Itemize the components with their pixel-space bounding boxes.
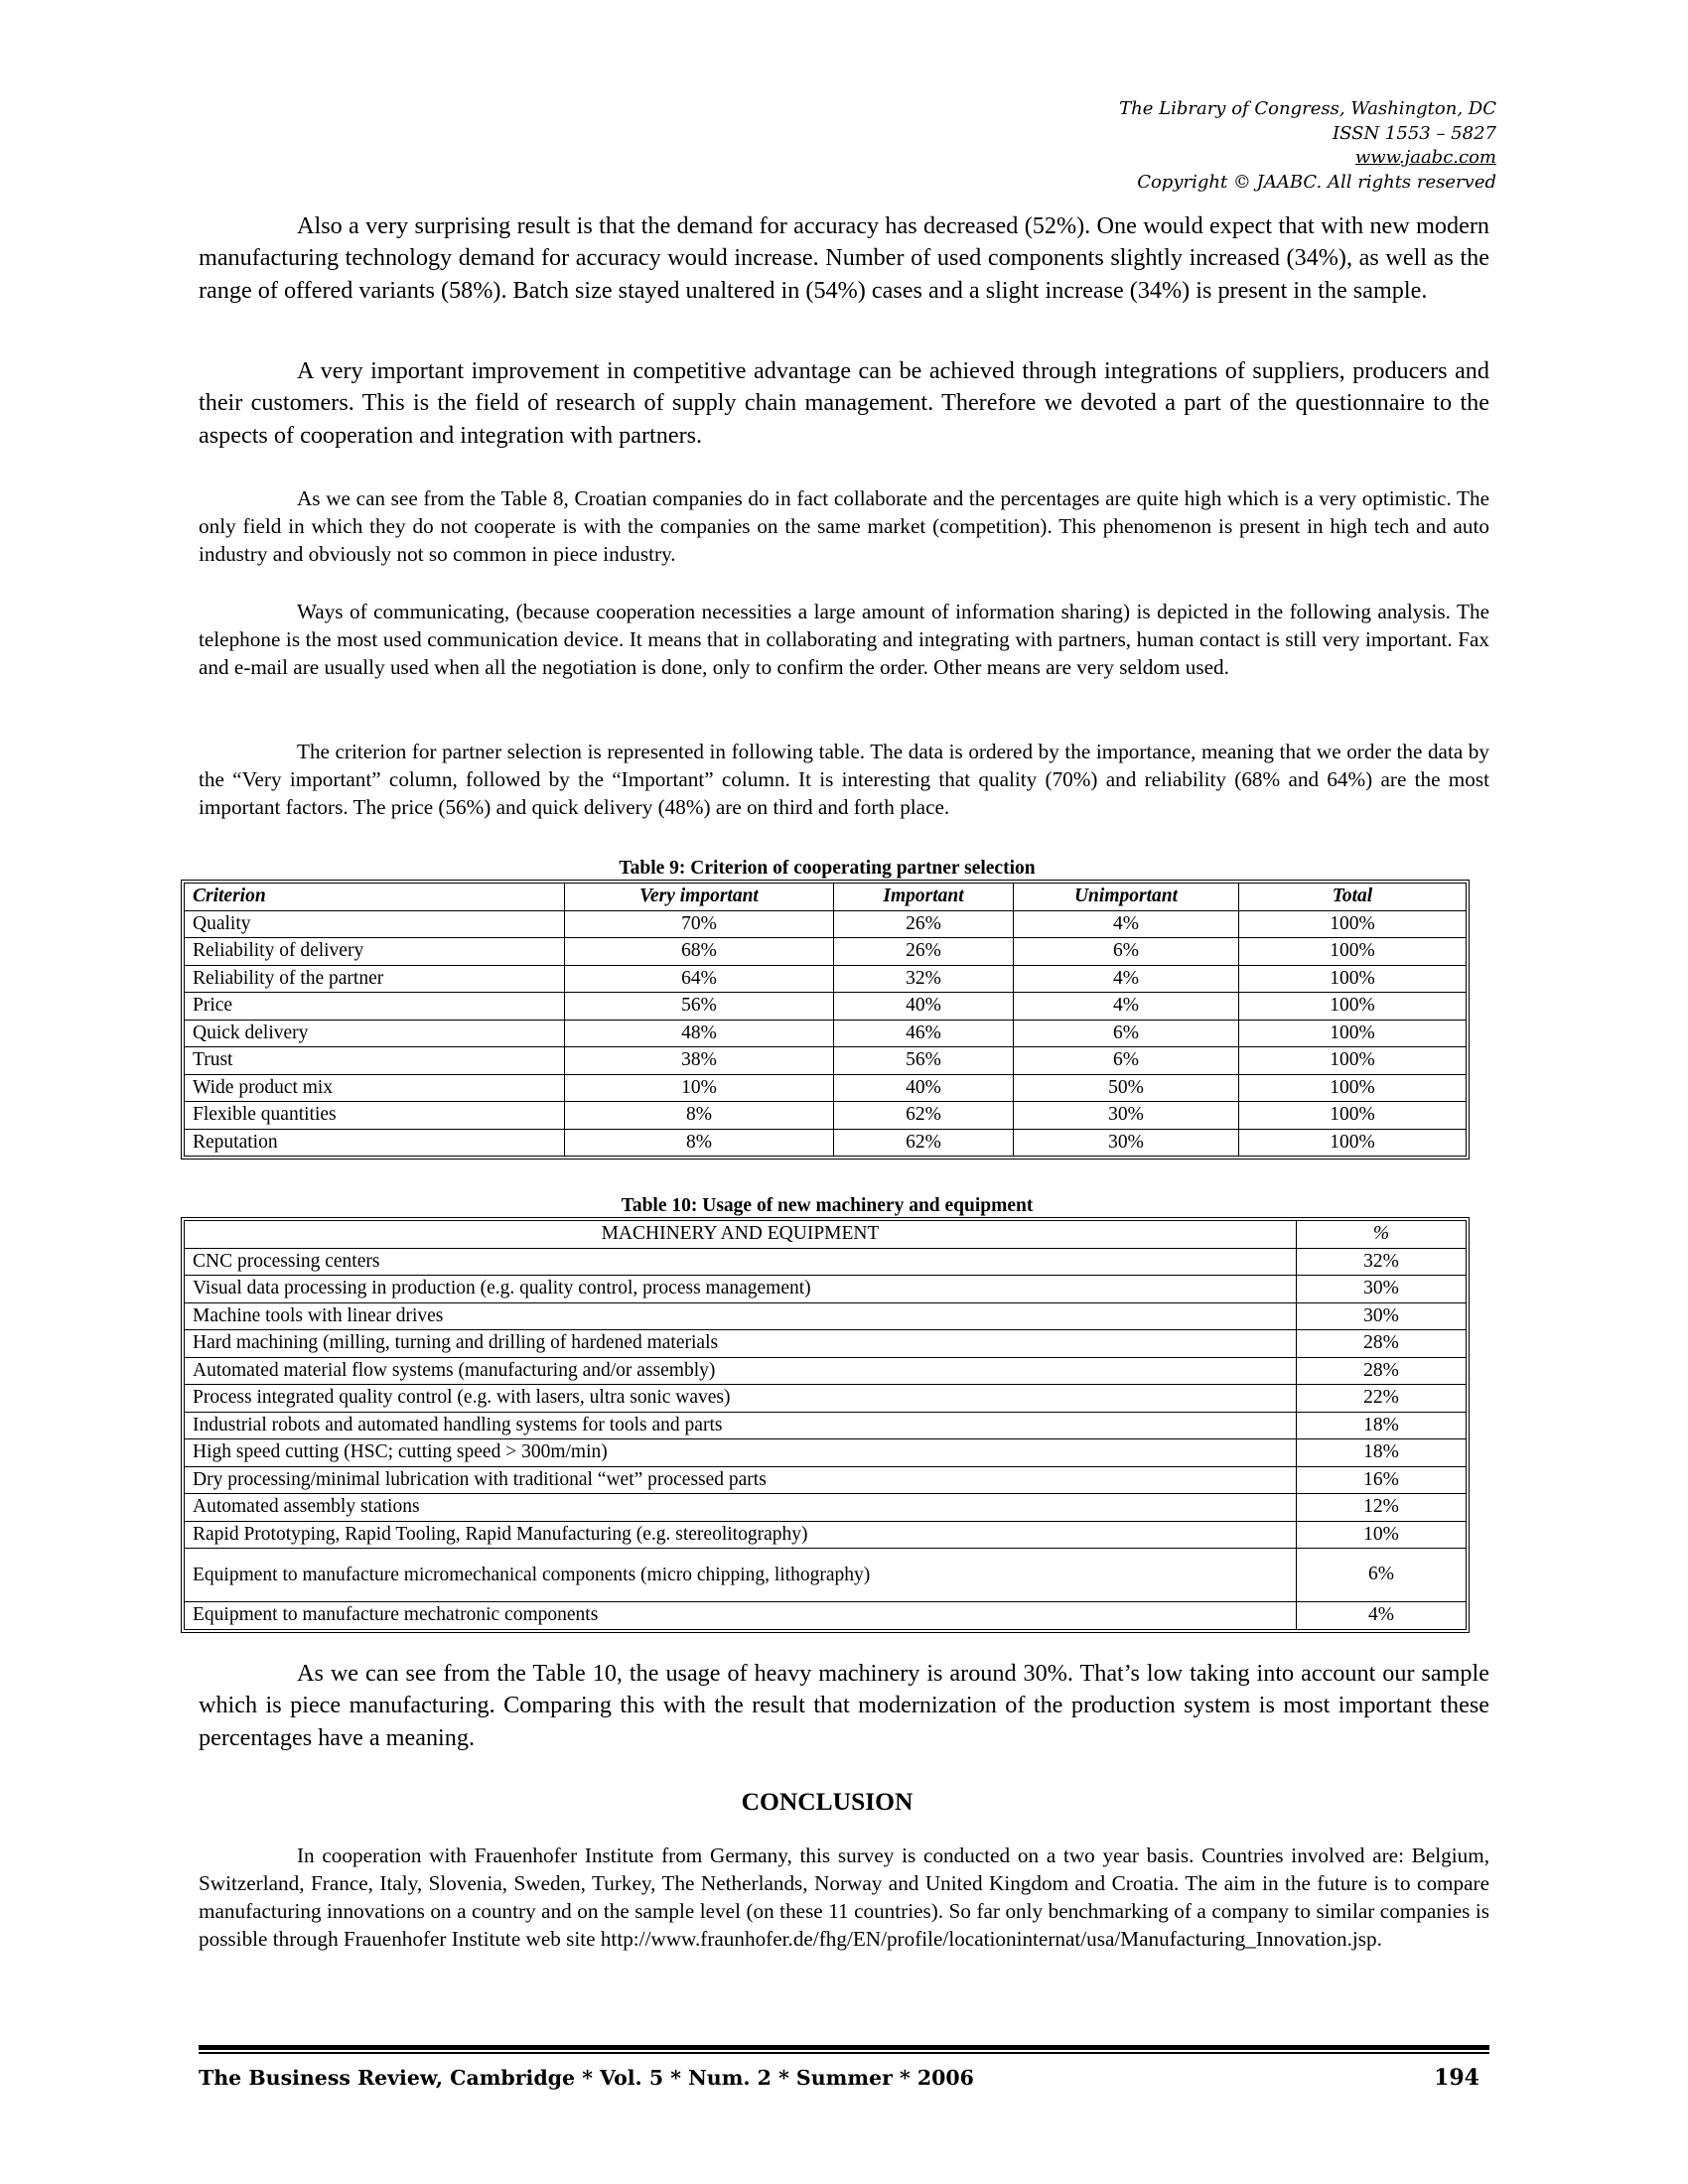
table-cell: 100%: [1330, 1131, 1375, 1153]
table-cell: 32%: [1297, 1249, 1466, 1277]
table-row: [185, 1330, 1466, 1358]
table-row: [185, 1413, 1466, 1440]
table-cell: 100%: [1239, 1075, 1466, 1103]
header-library: The Library of Congress, Washington, DC: [1119, 98, 1496, 119]
table-cell: Reliability of the partner: [185, 966, 565, 994]
table-cell: 8%: [565, 1130, 834, 1157]
table-cell: Price: [185, 993, 565, 1021]
table-cell: 30%: [1297, 1276, 1466, 1303]
table-cell: Automated material flow systems (manufacturing and/or assembly): [185, 1358, 1297, 1386]
table-cell: 38%: [565, 1047, 834, 1075]
table-cell: 48%: [565, 1021, 834, 1048]
table-row: [185, 1358, 1466, 1386]
table-cell: Quick delivery: [185, 1021, 565, 1048]
table-cell: 46%: [834, 1021, 1014, 1048]
table-row: [185, 938, 1466, 966]
table-cell: 12%: [1297, 1494, 1466, 1522]
table-row: [185, 1047, 1466, 1075]
table-cell: Flexible quantities: [185, 1102, 565, 1130]
table-cell: 26%: [834, 938, 1014, 966]
table-header-cell: Very important: [565, 884, 834, 911]
table-cell: High speed cutting (HSC; cutting speed > 300m/min): [185, 1439, 1297, 1467]
footer-divider-thin: [199, 2052, 1489, 2054]
table-cell: 4%: [1368, 1604, 1394, 1625]
table-cell: 56%: [834, 1047, 1014, 1075]
table10-machinery-usage: [181, 1217, 1470, 1633]
table-cell: 28%: [1297, 1330, 1466, 1358]
table-cell: Dry processing/minimal lubrication with traditional “wet” processed parts: [185, 1467, 1297, 1495]
table-cell: Machine tools with linear drives: [185, 1303, 1297, 1331]
table-row: [185, 1602, 1466, 1629]
table-row: [185, 1130, 1466, 1157]
table-cell: Industrial robots and automated handling systems for tools and parts: [185, 1413, 1297, 1440]
table-cell: 100%: [1239, 993, 1466, 1021]
table-row: [185, 1549, 1466, 1602]
table-cell: 28%: [1297, 1358, 1466, 1386]
table-header-cell: Unimportant: [1014, 884, 1239, 911]
table9-caption: Table 9: Criterion of cooperating partner selection: [619, 858, 1036, 879]
table-cell: 4%: [1014, 911, 1239, 939]
table-cell: 40%: [834, 993, 1014, 1021]
table-cell: 16%: [1297, 1467, 1466, 1495]
table-row: [185, 1467, 1466, 1495]
table-cell: 100%: [1239, 966, 1466, 994]
table-cell: 56%: [565, 993, 834, 1021]
table-cell: Process integrated quality control (e.g. with lasers, ultra sonic waves): [185, 1385, 1297, 1413]
table-cell: 62%: [834, 1130, 1014, 1157]
table-cell: Reliability of delivery: [185, 938, 565, 966]
table-row: [185, 1075, 1466, 1103]
table-header-row: [185, 884, 1466, 911]
table-cell: 100%: [1239, 1021, 1466, 1048]
table-cell: Reputation: [185, 1130, 565, 1157]
table-cell: Wide product mix: [185, 1075, 565, 1103]
table-cell: 26%: [834, 911, 1014, 939]
table-cell: 8%: [565, 1102, 834, 1130]
header-url-link[interactable]: www.jaabc.com: [1354, 147, 1496, 168]
table-cell: 50%: [1014, 1075, 1239, 1103]
table-cell: 70%: [565, 911, 834, 939]
table-header-cell: Criterion: [185, 884, 565, 911]
header-copyright: Copyright © JAABC. All rights reserved: [1137, 171, 1496, 193]
body-paragraph-accuracy: Also a very surprising result is that the demand for accuracy has decreased (52%). One would expect that with new modern manufacturing technology demand for accuracy would increase. Number of used components slightly increased (34%), as well as the range of offered variants (58%). Batch size stayed unaltered in (54%) cases and a slight increase (34%) is present in the sample.: [199, 212, 1489, 304]
page-number: 194: [1434, 2065, 1479, 2091]
table-header-cell: Total: [1239, 884, 1466, 911]
table-cell: 32%: [834, 966, 1014, 994]
table-header-cell: %: [1297, 1221, 1466, 1249]
table-cell: 68%: [565, 938, 834, 966]
table-cell: 6%: [1014, 1021, 1239, 1048]
table-cell: 4%: [1014, 993, 1239, 1021]
table-header-cell: MACHINERY AND EQUIPMENT: [185, 1221, 1297, 1249]
body-paragraph-communication: Ways of communicating, (because cooperation necessities a large amount of information sharing) is depicted in the following analysis. The telephone is the most used communication device. It means that in collaborating and integrating with partners, human contact is still very important. Fax and e-mail are usually used when all the negotiation is done, only to confirm the order. Other means are very seldom used.: [199, 600, 1489, 679]
body-paragraph-collaboration: As we can see from the Table 8, Croatian companies do in fact collaborate and the percentages are quite high which is a very optimistic. The only field in which they do not cooperate is with the companies on the same market (competition). This phenomenon is present in high tech and auto industry and obviously not so common in piece industry.: [199, 486, 1489, 566]
footer-divider: [199, 2045, 1489, 2050]
table-cell: Trust: [185, 1047, 565, 1075]
table-cell: 6%: [1014, 1047, 1239, 1075]
table-cell: Rapid Prototyping, Rapid Tooling, Rapid Manufacturing (e.g. stereolitography): [185, 1522, 1297, 1550]
table-cell: 6%: [1297, 1549, 1466, 1602]
table-row: [185, 993, 1466, 1021]
table-cell: 100%: [1239, 911, 1466, 939]
table-row: [185, 1102, 1466, 1130]
table-cell: 10%: [1297, 1522, 1466, 1550]
footer-journal: The Business Review, Cambridge * Vol. 5 * Num. 2 * Summer * 2006: [199, 2066, 974, 2090]
table-header-row: [185, 1221, 1466, 1249]
table-cell: CNC processing centers: [185, 1249, 1297, 1277]
header-issn: ISSN 1553 – 5827: [1333, 122, 1496, 144]
table-row: [185, 911, 1466, 939]
table-row: [185, 966, 1466, 994]
running-header: [1119, 97, 1496, 195]
table9-criterion-partner-selection: [181, 880, 1470, 1160]
table-header-cell: Important: [834, 884, 1014, 911]
table-cell: 30%: [1297, 1303, 1466, 1331]
table-row: [185, 1522, 1466, 1550]
table-row: [185, 1439, 1466, 1467]
table-cell: 64%: [565, 966, 834, 994]
table-cell: Quality: [185, 911, 565, 939]
table-row: [185, 1303, 1466, 1331]
table-cell: 40%: [834, 1075, 1014, 1103]
table-cell: 100%: [1239, 1102, 1466, 1130]
table-cell: Equipment to manufacture micromechanical components (micro chipping, lithography): [185, 1549, 1297, 1602]
table-cell: 10%: [565, 1075, 834, 1103]
table-cell: Visual data processing in production (e.g. quality control, process management): [185, 1276, 1297, 1303]
table-cell: Equipment to manufacture mechatronic components: [185, 1602, 1297, 1629]
body-paragraph-conclusion: In cooperation with Frauenhofer Institute from Germany, this survey is conducted on a two year basis. Countries involved are: Belgium, Switzerland, France, Italy, Slovenia, Sweden, Turkey, The Netherlands, Norway and United Kingdom and Croatia. The aim in the future is to compare manufacturing innovations on a country and on the sample level (on these 11 countries). So far only benchmarking of a company to similar companies is possible through Frauenhofer Institute web site http://www.fraunhofer.de/fhg/EN/profile/locationinternat/usa/Manufacturing_Innovation.jsp.: [199, 1843, 1489, 1951]
table-cell: 30%: [1014, 1130, 1239, 1157]
body-paragraph-machinery: As we can see from the Table 10, the usage of heavy machinery is around 30%. That’s low taking into account our sample which is piece manufacturing. Comparing this with the result that modernization of the production system is most important these percentages have a meaning.: [199, 1660, 1489, 1751]
table-cell: Automated assembly stations: [185, 1494, 1297, 1522]
table-cell: 62%: [834, 1102, 1014, 1130]
table-cell: 18%: [1297, 1413, 1466, 1440]
section-heading-conclusion: CONCLUSION: [741, 1787, 914, 1816]
table-row: [185, 1494, 1466, 1522]
table-row: [185, 1276, 1466, 1303]
table-row: [185, 1385, 1466, 1413]
table-cell: 6%: [1014, 938, 1239, 966]
table-cell: 4%: [1014, 966, 1239, 994]
table-cell: 30%: [1014, 1102, 1239, 1130]
table-cell: 18%: [1297, 1439, 1466, 1467]
table-cell: 100%: [1239, 938, 1466, 966]
table-cell: 22%: [1297, 1385, 1466, 1413]
table-row: [185, 1021, 1466, 1048]
body-paragraph-supply-chain: A very important improvement in competitive advantage can be achieved through integrations of suppliers, producers and their customers. This is the field of research of supply chain management. Therefore we devoted a part of the questionnaire to the aspects of cooperation and integration with partners.: [199, 357, 1489, 449]
table10-caption: Table 10: Usage of new machinery and equipment: [621, 1195, 1034, 1216]
table-cell: Hard machining (milling, turning and drilling of hardened materials: [185, 1330, 1297, 1358]
table-row: [185, 1249, 1466, 1277]
table-cell: 100%: [1239, 1047, 1466, 1075]
body-paragraph-partner-selection: The criterion for partner selection is represented in following table. The data is ordered by the importance, meaning that we order the data by the “Very important” column, followed by the “Important” column. It is interesting that quality (70%) and reliability (68% and 64%) are the most important factors. The price (56%) and quick delivery (48%) are on third and forth place.: [199, 740, 1489, 819]
